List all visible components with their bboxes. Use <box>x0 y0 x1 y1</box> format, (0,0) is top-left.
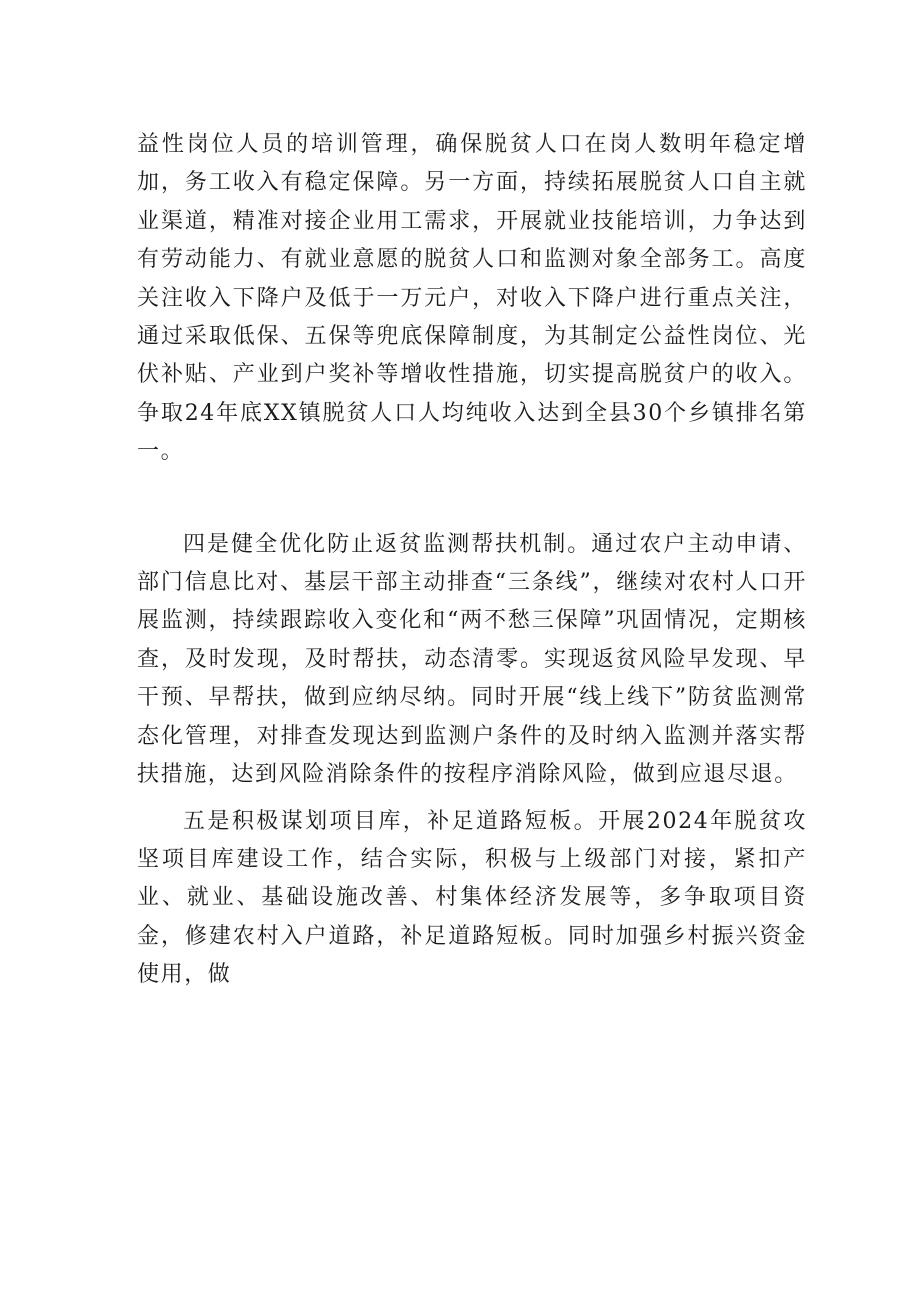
paragraph-continued-income: 益性岗位人员的培训管理，确保脱贫人口在岗人数明年稳定增加，务工收入有稳定保障。另一方面，持续拓展脱贫人口自主就业渠道，精准对接企业用工需求，开展就业技能培训，力争达到有劳动能力、有就业意愿的脱贫人口和监测对象全部务工。高度关注收入下降户及低于一万元户，对收入下降户进行重点关注，通过采取低保、五保等兜底保障制度，为其制定公益性岗位、光伏补贴、产业到户奖补等增收性措施，切实提高脱贫户的收入。争取24年底XX镇脱贫人口人均纯收入达到全县30个乡镇排名第一。 <box>137 132 807 465</box>
document-body <box>137 126 807 995</box>
paragraph-project-library: 五是积极谋划项目库，补足道路短板。开展2024年脱贫攻坚项目库建设工作，结合实际，积极与上级部门对接，紧扣产业、就业、基础设施改善、村集体经济发展等，多争取项目资金，修建农村入户道路，补足道路短板。同时加强乡村振兴资金使用，做 <box>137 808 807 988</box>
paragraph-monitoring-mechanism: 四是健全优化防止返贫监测帮扶机制。通过农户主动申请、部门信息比对、基层干部主动排查“三条线”，继续对农村人口开展监测，持续跟踪收入变化和“两不愁三保障”巩固情况，定期核查，及时发现，及时帮扶，动态清零。实现返贫风险早发现、早干预、早帮扶，做到应纳尽纳。同时开展“线上线下”防贫监测常态化管理，对排查发现达到监测户条件的及时纳入监测并落实帮扶措施，达到风险消除条件的按程序消除风险，做到应退尽退。 <box>137 531 807 788</box>
